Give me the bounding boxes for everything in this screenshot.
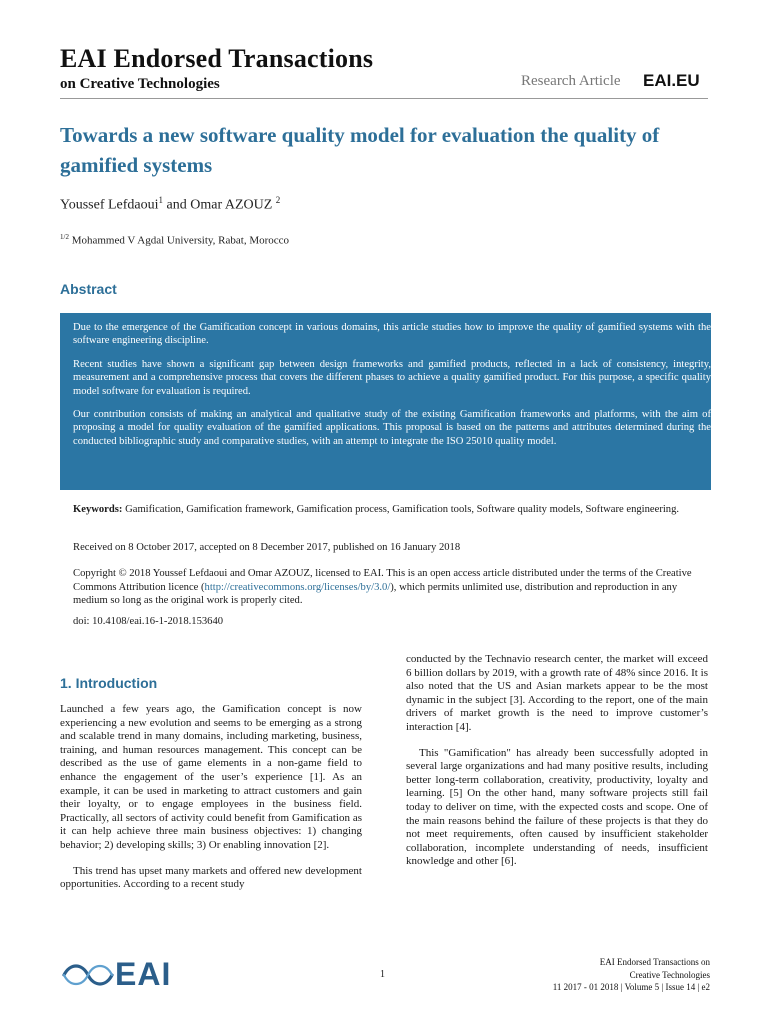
footer-line-1: EAI Endorsed Transactions on (599, 957, 710, 967)
keywords-text: Gamification, Gamification framework, Gamification process, Gamification tools, Software quality models, Software engineering. (122, 504, 680, 515)
affiliation-sup: 1/2 (60, 233, 69, 241)
copyright (73, 567, 693, 608)
keywords (73, 504, 710, 517)
author-2: Omar AZOUZ (190, 197, 276, 213)
abstract-paragraph: Our contribution consists of making an analytical and qualitative study of the existing Gamification frameworks and platforms, with the aim of proposing a model for quality evaluation of the gamified applications. This proposal is based on the patterns and attributes determined during the conducted bibliographic study and comparative studies, with an attempt to integrate the ISO 25010 quality model. (73, 409, 711, 447)
author-2-sup: 2 (275, 195, 281, 205)
article-type: Research Article (521, 73, 621, 89)
eai-logo-text: EAI (115, 956, 172, 992)
paper-title: Towards a new software quality model for evaluation the quality of gamified systems (60, 123, 660, 177)
license-link[interactable]: http://creativecommons.org/licenses/by/3.0/ (204, 581, 391, 593)
header-divider (60, 98, 708, 99)
abstract-heading: Abstract (60, 281, 117, 297)
affiliation-text: Mohammed V Agdal University, Rabat, Morocco (68, 234, 290, 247)
keywords-label: Keywords: (73, 504, 123, 515)
copyright-text-1: Copyright © 2018 Youssef Lefdaoui and Omar AZOUZ, licensed to EAI. This is an open access article distributed under the terms of the Creative Commons Attribution licence ( (73, 568, 692, 593)
abstract-paragraph: Due to the emergence of the Gamification concept in various domains, this article studies how to improve the quality of gamified systems with the software engineering discipline. (73, 322, 711, 347)
author-1: Youssef Lefdaoui (60, 197, 159, 213)
abstract-paragraph: Recent studies have shown a significant gap between design frameworks and gamified products, reflected in a lack of consistency, integrity, measurement and a comprehensive process that covers the different phases to achieve a quality gamified product. For this purpose, a specific quality model software for evaluation is required. (73, 358, 711, 397)
left-column (60, 703, 362, 904)
eai-logo-icon (60, 961, 116, 989)
author-1-sup: 1 (158, 195, 164, 205)
footer-line-2: Creative Technologies (629, 969, 710, 980)
abstract-box (60, 313, 711, 490)
footer-journal-info (520, 956, 710, 994)
right-column (406, 653, 708, 881)
authors (60, 195, 280, 214)
author-and: and (163, 197, 191, 213)
received-dates: Received on 8 October 2017, accepted on 8 December 2017, published on 16 January 2018 (73, 542, 461, 553)
journal-subtitle: on Creative Technologies (60, 76, 220, 92)
body-paragraph: conducted by the Technavio research center, the market will exceed 6 billion dollars by 2019, with a growth rate of 48% since 2016. It is also noted that the US and Asian markets appear to be the most dynamic in the subject [3]. According to the report, one of the main drivers of market growth is the need to improve customer’s interaction [4]. (406, 653, 708, 733)
affiliation (60, 233, 289, 247)
site-label: EAI.EU (643, 71, 700, 90)
footer-line-3: 11 2017 - 01 2018 | Volume 5 | Issue 14 | e2 (552, 982, 710, 993)
copyright-text-2: ), which permits unlimited use, distribution and reproduction in any medium so long as the original work is properly cited. (73, 581, 678, 606)
journal-title: EAI Endorsed Transactions (60, 44, 374, 73)
body-paragraph: This trend has upset many markets and offered new development opportunities. According to a recent study (60, 864, 362, 891)
section-heading-introduction: 1. Introduction (60, 675, 158, 691)
body-paragraph: This "Gamification" has already been successfully adopted in several large organizations and had many positive results, including better long-term collaboration, creativity, productivity, loyalty and learning. [5] On the other hand, many software projects still fail today to deliver on time, with the expected costs and scope. One of the main reasons behind the failure of these projects is that they do not meet requirements, often caused by insufficient stakeholder collaboration, incomplete understanding of needs, insufficient knowledge and other [6]. (406, 746, 708, 868)
page-number: 1 (380, 969, 385, 980)
body-paragraph: Launched a few years ago, the Gamification concept is now experiencing a new evolution and seems to be emerging as a strong and scalable trend in many domains, including marketing, business, training, and human resources management. This concept can be described as the use of game elements in a non-game field to enhance the engagement of the user’s experience [1]. As an example, it can be used in marketing to attract customers and gain their loyalty, or to engage employees in the business field. Practically, all sectors of activity could benefit from Gamification as it can help achieve three main business objectives: 1) changing behavior; 2) developing skills; 3) Or enabling innovation [2]. (60, 703, 362, 851)
doi: doi: 10.4108/eai.16-1-2018.153640 (73, 616, 224, 627)
